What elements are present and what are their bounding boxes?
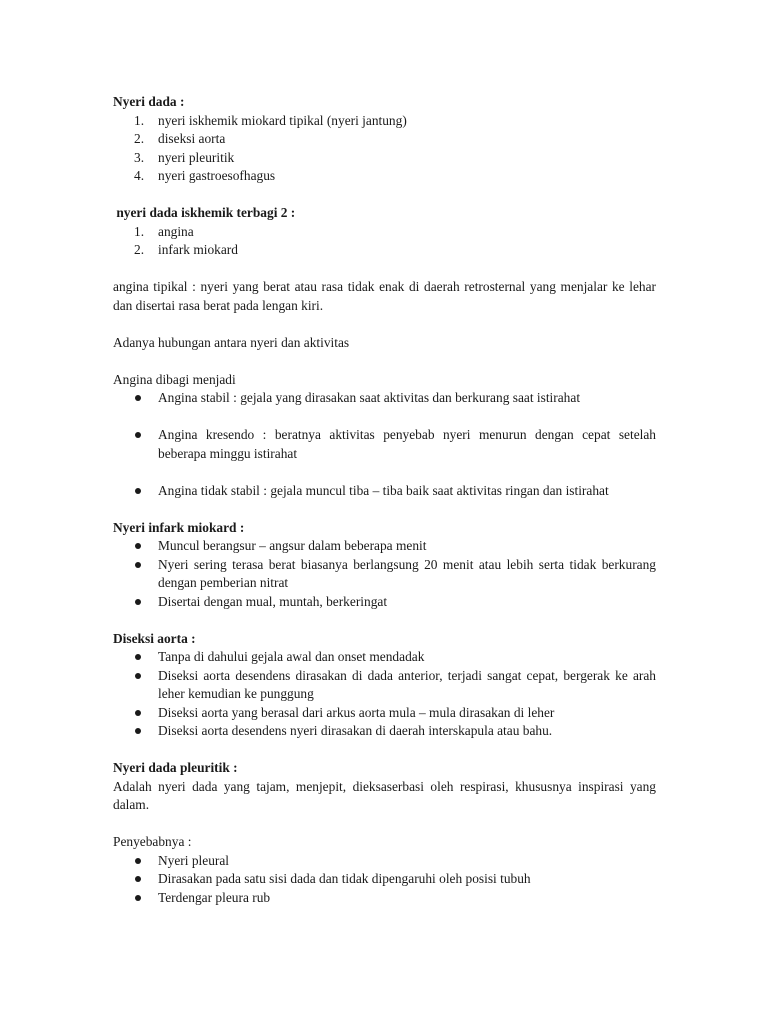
list-item <box>113 593 656 612</box>
list-item: 2. infark miokard <box>134 242 238 257</box>
list-item-text: Tanpa di dahului gejala awal dan onset mendadak <box>158 649 425 664</box>
list-item <box>113 482 656 501</box>
list-item-text: Terdengar pleura rub <box>158 889 271 905</box>
paragraph-angina-tipikal: angina tipikal : nyeri yang berat atau rasa tidak enak di daerah retrosternal yang menjalar ke lehar dan disertai rasa berat pada lengan kiri. <box>113 279 656 313</box>
list-item-text: nyeri gastroesofhagus <box>158 168 276 183</box>
list-item-text: Dirasakan pada satu sisi dada dan tidak dipengaruhi oleh posisi tubuh <box>158 871 531 886</box>
paragraph-hubungan: Adanya hubungan antara nyeri dan aktivitas <box>113 334 350 350</box>
list-nyeri-dada <box>113 112 656 186</box>
list-item <box>113 389 656 408</box>
list-item-text: angina <box>158 223 194 239</box>
list-item: 1. angina <box>134 223 194 239</box>
list-item-text: Nyeri sering terasa berat biasanya berlangsung 20 menit atau lebih serta tidak berkurang dengan pemberian nitrat <box>158 556 656 590</box>
heading-diseksi: Diseksi aorta : <box>113 630 196 646</box>
list-item-text: Nyeri pleural <box>158 852 230 868</box>
list-item <box>113 722 656 741</box>
list-item-text: Diseksi aorta desendens dirasakan di dada anterior, terjadi sangat cepat, bergerak ke arah leher kemudian ke punggung <box>158 667 656 701</box>
heading-pleuritik: Nyeri dada pleuritik : <box>113 760 238 775</box>
list-item: 1. nyeri iskhemik miokard tipikal (nyeri jantung) <box>134 112 407 128</box>
list-item <box>113 870 656 889</box>
list-item-text: Disertai dengan mual, muntah, berkeringat <box>158 593 388 609</box>
list-item-text: diseksi aorta <box>158 131 226 146</box>
list-item <box>113 852 656 871</box>
list-item-text: Angina stabil : gejala yang dirasakan saat aktivitas dan berkurang saat istirahat <box>158 390 581 405</box>
list-item-text: Diseksi aorta desendens nyeri dirasakan di daerah interskapula atau bahu. <box>158 723 553 738</box>
list-item-text: nyeri pleuritik <box>158 149 235 165</box>
list-item <box>113 648 656 667</box>
list-penyebab <box>113 852 656 908</box>
list-item <box>113 704 656 723</box>
list-item-text: Angina tidak stabil : gejala muncul tiba – tiba baik saat aktivitas ringan dan istirahat <box>158 482 609 498</box>
list-infark <box>113 537 656 611</box>
paragraph-penyebab: Penyebabnya : <box>113 834 192 849</box>
heading-nyeri-dada: Nyeri dada : <box>113 94 185 109</box>
list-item-text: Diseksi aorta yang berasal dari arkus aorta mula – mula dirasakan di leher <box>158 704 555 720</box>
list-item <box>113 889 656 908</box>
list-item: 4. nyeri gastroesofhagus <box>134 168 276 183</box>
list-angina-types <box>113 389 656 500</box>
list-item <box>113 667 656 704</box>
list-item: 3. nyeri pleuritik <box>134 149 235 165</box>
paragraph-angina-dibagi: Angina dibagi menjadi <box>113 371 236 387</box>
list-item: 2. diseksi aorta <box>134 131 226 146</box>
list-item-text: nyeri iskhemik miokard tipikal (nyeri jantung) <box>158 112 407 128</box>
paragraph-pleuritik: Adalah nyeri dada yang tajam, menjepit, dieksaserbasi oleh respirasi, khususnya inspirasi yang dalam. <box>113 778 656 812</box>
document-page <box>113 93 656 907</box>
heading-iskhemik: nyeri dada iskhemik terbagi 2 : <box>113 205 296 220</box>
heading-infark: Nyeri infark miokard : <box>113 519 245 535</box>
list-iskhemik <box>113 223 656 260</box>
list-item <box>113 426 656 463</box>
list-item <box>113 556 656 593</box>
list-item-text: Angina kresendo : beratnya aktivitas penyebab nyeri menurun dengan cepat setelah beberapa minggu istirahat <box>158 427 656 461</box>
list-diseksi <box>113 648 656 741</box>
list-item <box>113 537 656 556</box>
list-item-text: Muncul berangsur – angsur dalam beberapa menit <box>158 538 427 553</box>
list-item-text: infark miokard <box>158 242 238 257</box>
